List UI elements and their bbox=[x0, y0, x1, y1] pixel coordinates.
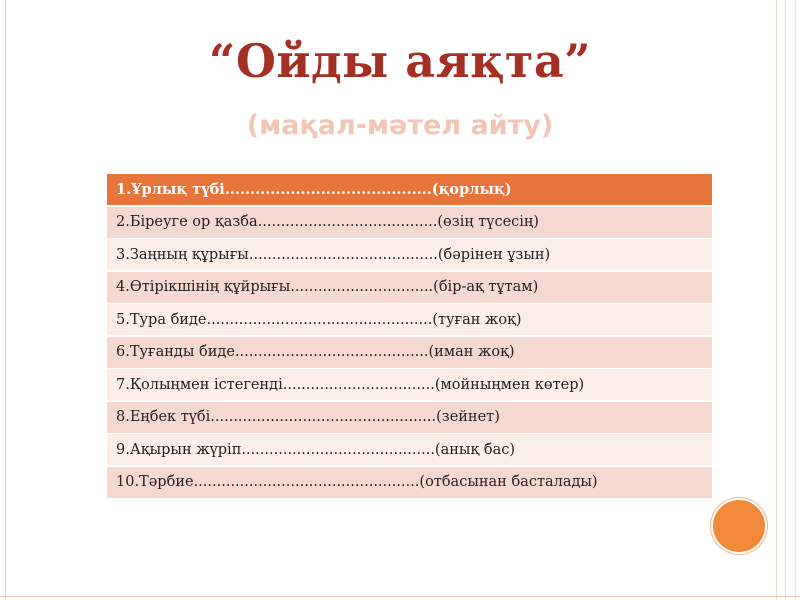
table-row-10: 10.Тәрбие.................................................(отбасынан басталады) bbox=[107, 467, 712, 498]
frame-line-right bbox=[785, 0, 786, 600]
proverbs-table bbox=[107, 174, 712, 499]
slide-subtitle: (мақал-мәтел айту) bbox=[246, 110, 554, 141]
slide-title: “Ойды аяқта” bbox=[208, 34, 592, 88]
table-row-9: 9.Ақырын жүріп..........................................(анық бас) bbox=[107, 434, 712, 465]
frame-line-left bbox=[5, 0, 6, 600]
table-row-4: 4.Өтірікшінің құйрығы...............................(бір-ақ тұтам) bbox=[107, 272, 712, 303]
frame-line-right bbox=[776, 0, 777, 600]
frame-line-bottom bbox=[0, 596, 800, 597]
table-row-1: 1.Ұрлық түбі.........................................(қорлық) bbox=[107, 174, 712, 205]
table-row-3: 3.Заңның құрығы.........................................(бәрінен ұзын) bbox=[107, 239, 712, 270]
table-row-6: 6.Туғанды биде..........................................(иман жоқ) bbox=[107, 337, 712, 368]
table-row-2: 2.Біреуге ор қазба.......................................(өзің түсесің) bbox=[107, 207, 712, 238]
frame-line-right bbox=[795, 0, 796, 600]
table-row-5: 5.Тура биде.................................................(туған жоқ) bbox=[107, 304, 712, 335]
table-row-7: 7.Қолыңмен істегенді.................................(мойныңмен көтер) bbox=[107, 369, 712, 400]
table-row-8: 8.Еңбек түбі.................................................(зейнет) bbox=[107, 402, 712, 433]
decorative-circle-icon bbox=[711, 498, 767, 554]
